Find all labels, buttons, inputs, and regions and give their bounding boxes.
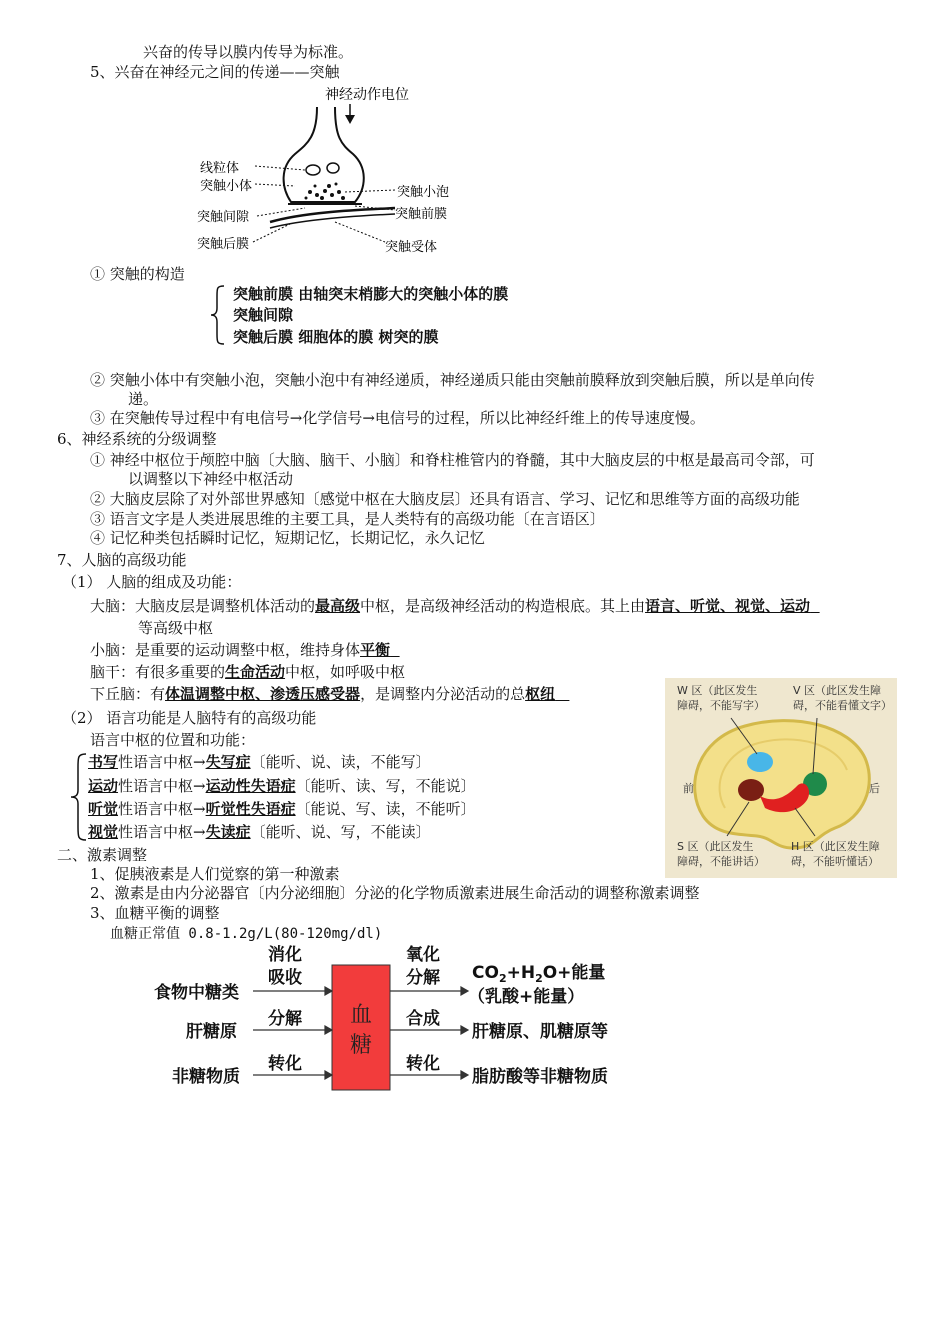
paragraph: 递。 (128, 390, 159, 408)
op-decompose-out: 分解 (406, 968, 440, 988)
paragraph: 以调整以下神经中枢活动 (128, 470, 294, 488)
paragraph: ④ 记忆种类包括瞬时记忆，短期记忆，长期记忆，永久记忆 (90, 529, 485, 547)
label-mitochondria: 线粒体 (200, 161, 240, 176)
vesicles (305, 183, 346, 201)
paragraph: 3、血糖平衡的调整 (90, 904, 220, 922)
center-label-1: 血 (349, 1003, 373, 1028)
label-v-area-2: 碍，不能看懂文字） (793, 699, 892, 712)
label-v-area-1: V 区（此区发生障 (793, 684, 882, 697)
label-back: 后 (869, 782, 880, 795)
label-synaptic-knob: 突触小体 (200, 179, 253, 194)
brace-item-presynaptic: 突触前膜 由轴突末梢膨大的突触小体的膜 (233, 285, 509, 303)
paragraph: ① 神经中枢位于颅腔中脑〔大脑、脑干、小脑〕和脊柱椎管内的脊髓，其中大脑皮层的中枢是最高司令部，可 (90, 451, 815, 469)
synapse-diagram (195, 82, 475, 262)
input-non-sugar: 非糖物质 (172, 1067, 240, 1087)
subheading-synapse-structure: ① 突触的构造 (90, 265, 185, 283)
label-action-potential: 神经动作电位 (325, 87, 409, 103)
label-s-area-2: 障碍，不能讲话） (677, 855, 765, 868)
section-heading-6: 6、神经系统的分级调整 (57, 430, 217, 448)
label-front: 前 (683, 782, 694, 795)
section-heading-5: 5、兴奋在神经元之间的传递——突触 (90, 63, 340, 81)
brain-cerebellum-line: 小脑：是重要的运动调整中枢，维持身体平衡 (90, 641, 391, 659)
label-w-area-2: 障碍，不能写字） (677, 699, 765, 712)
brain-cerebrum-line-2: 等高级中枢 (138, 619, 214, 637)
label-postsynaptic-membrane: 突触后膜 (197, 237, 250, 252)
paragraph: 语言中枢的位置和功能： (90, 731, 256, 749)
brain-language-areas-figure (665, 678, 897, 878)
label-h-area-2: 碍，不能听懂话） (791, 855, 879, 868)
output-fatty-acids: 脂肪酸等非糖物质 (472, 1067, 608, 1087)
label-w-area-1: W 区（此区发生 (677, 684, 758, 697)
op-convert-in: 转化 (268, 1054, 302, 1074)
blood-glucose-normal: 血糖正常值 0.8-1.2g/L(80-120mg/dl) (110, 926, 383, 942)
op-digest: 消化 (268, 945, 302, 965)
brain-cerebrum-line: 大脑：大脑皮层是调整机体活动的最高级中枢，是高级神经活动的构造根底。其上由语言、听觉、视觉、运动 (90, 597, 811, 615)
section-heading-hormone: 二、激素调整 (57, 846, 148, 864)
output-co2-water-energy: $CO_2+H_2O+$能量 (472, 963, 606, 985)
output-lactic-energy: （乳酸+能量） (468, 987, 585, 1007)
brace-item-cleft: 突触间隙 (233, 306, 294, 324)
language-center-motor: 运动性语言中枢→运动性失语症〔能听、读、写，不能说〕 (88, 777, 476, 795)
paragraph: ③ 语言文字是人类进展思维的主要工具，是人类特有的高级功能〔在言语区〕 (90, 510, 605, 528)
hypothalamus-line: 下丘脑：有体温调整中枢、渗透压感受器，是调整内分泌活动的总枢纽 (90, 685, 556, 703)
subheading-brain-composition: （1） 人脑的组成及功能： (62, 573, 242, 591)
op-oxidize: 氧化 (406, 945, 440, 965)
input-food-sugar: 食物中糖类 (154, 983, 239, 1003)
label-h-area-1: H 区（此区发生障 (791, 840, 880, 853)
brain-stem-line: 脑干：有很多重要的生命活动中枢，如呼吸中枢 (90, 663, 406, 681)
language-center-visual: 视觉性语言中枢→失读症〔能听、说、写，不能读〕 (88, 823, 431, 841)
brace-item-postsynaptic: 突触后膜 细胞体的膜 树突的膜 (233, 328, 439, 346)
text-line: 兴奋的传导以膜内传导为标准。 (143, 43, 354, 61)
brace (68, 752, 88, 842)
blood-glucose-diagram (150, 940, 640, 1100)
language-center-writing: 书写性语言中枢→失写症〔能听、说、读，不能写〕 (88, 753, 431, 771)
op-decompose: 分解 (268, 1009, 302, 1029)
input-liver-glycogen: 肝糖原 (186, 1022, 237, 1042)
section-heading-7: 7、人脑的高级功能 (57, 551, 187, 569)
label-presynaptic-membrane: 突触前膜 (395, 207, 448, 222)
language-center-auditory: 听觉性语言中枢→听觉性失语症〔能说、写、读，不能听〕 (88, 800, 476, 818)
subheading-language-function: （2） 语言功能是人脑特有的高级功能 (62, 709, 317, 727)
op-absorb: 吸收 (268, 968, 302, 988)
paragraph: ③ 在突触传导过程中有电信号→化学信号→电信号的过程，所以比神经纤维上的传导速度慢。 (90, 409, 705, 427)
brace (208, 284, 228, 346)
paragraph: ② 大脑皮层除了对外部世界感知〔感觉中枢在大脑皮层〕还具有语言、学习、记忆和思维等方面的高级功能 (90, 490, 800, 508)
op-synthesize: 合成 (406, 1009, 440, 1029)
paragraph: 2、激素是由内分泌器官〔内分泌细胞〕分泌的化学物质激素进展生命活动的调整称激素调整 (90, 884, 700, 902)
label-synaptic-vesicle: 突触小泡 (397, 185, 450, 200)
label-synaptic-receptor: 突触受体 (385, 240, 438, 255)
center-label-2: 糖 (349, 1033, 373, 1058)
output-glycogen: 肝糖原、肌糖原等 (472, 1022, 608, 1042)
paragraph: ② 突触小体中有突触小泡，突触小泡中有神经递质，神经递质只能由突触前膜释放到突触后膜，所以是单向传 (90, 371, 815, 389)
label-s-area-1: S 区（此区发生 (677, 840, 754, 853)
paragraph: 1、促胰液素是人们觉察的第一种激素 (90, 865, 340, 883)
label-synaptic-cleft: 突触间隙 (197, 210, 250, 225)
op-convert-out: 转化 (406, 1054, 440, 1074)
